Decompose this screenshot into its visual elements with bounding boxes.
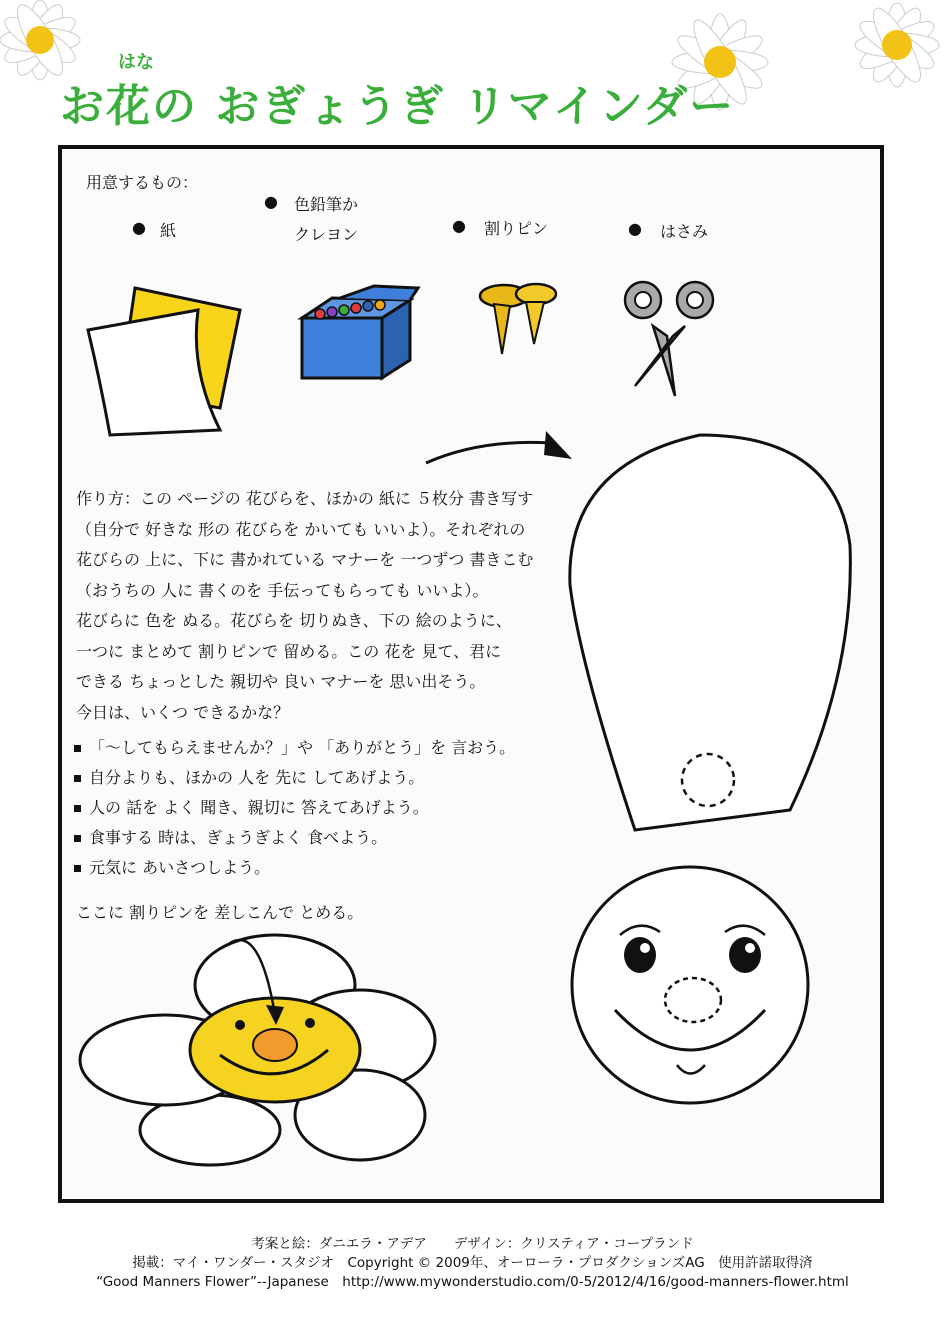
footer-credits: 考案と絵：ダニエラ・アデア デザイン：クリスティア・コープランド — [251, 1236, 694, 1252]
material-crayons: クレヨン — [294, 225, 359, 244]
bullet-icon: ● — [132, 218, 146, 237]
square-bullet-icon — [74, 745, 81, 752]
instruction-line: 一つに まとめて 割りピンで 留める。この 花を 見て、君に — [76, 641, 502, 661]
materials-heading: 用意するもの： — [86, 173, 199, 192]
footer-url: “Good Manners Flower”--Japanese http://www.mywonderstudio.com/0-5/2012/4/16/good-manners-flower.html — [96, 1274, 849, 1290]
instruction-line: （おうちの 人に 書くのを 手伝ってもらっても いいよ）。 — [76, 580, 489, 600]
arrow-to-petal-icon — [420, 425, 580, 470]
crayon-box-icon — [292, 278, 422, 383]
bullet-icon: ● — [452, 216, 466, 235]
title-ruby: はな — [118, 52, 154, 73]
material-paper: 紙 — [160, 221, 177, 240]
face-template — [565, 860, 815, 1110]
daisy-decoration-right — [835, 0, 945, 110]
instruction-line: 花びらの 上に、下に 書かれている マナーを 一つずつ 書きこむ — [76, 550, 534, 569]
bullet-icon: ● — [628, 219, 642, 238]
brass-fastener-icon — [474, 282, 564, 362]
instruction-line: （自分で 好きな 形の 花びらを かいても いいよ）。それぞれの — [76, 519, 526, 539]
page-title: お花の おぎょうぎ リマインダー — [60, 81, 736, 132]
instruction-line: できる ちょっとした 親切や 良い マナーを 思い出そう。 — [76, 672, 486, 691]
material-scissors: はさみ — [660, 222, 709, 241]
list-item: 自分よりも、ほかの 人を 先に してあげよう。 — [74, 763, 515, 793]
square-bullet-icon — [74, 835, 81, 842]
paper-icon — [80, 280, 250, 440]
assembled-flower — [70, 925, 460, 1170]
instruction-line: 作り方：この ページの 花びらを、ほかの 紙に ５枚分 書き写す — [76, 489, 534, 508]
scissors-icon — [615, 276, 725, 401]
square-bullet-icon — [74, 865, 81, 872]
instructions-text — [76, 484, 566, 728]
square-bullet-icon — [74, 775, 81, 782]
square-bullet-icon — [74, 805, 81, 812]
instruction-line: 今日は、いくつ できるかな？ — [76, 702, 290, 722]
pin-note: ここに 割りピンを 差しこんで とめる。 — [76, 903, 364, 922]
material-brass-fastener: 割りピン — [484, 219, 549, 238]
list-item: 「～してもらえませんか？」や 「ありがとう」を 言おう。 — [74, 733, 515, 763]
petal-template — [560, 425, 860, 840]
bullet-icon: ● — [264, 192, 278, 211]
list-item: 元気に あいさつしよう。 — [74, 853, 515, 883]
material-colored-pencils: 色鉛筆か — [294, 195, 359, 214]
manners-list — [74, 733, 515, 883]
footer-copyright: 掲載：マイ・ワンダー・スタジオ Copyright © 2009年、オーローラ・プロダクションズAG 使用許諾取得済 — [132, 1255, 813, 1271]
list-item: 食事する 時は、ぎょうぎよく 食べよう。 — [74, 823, 515, 853]
instruction-line: 花びらに 色を ぬる。花びらを 切りぬき、下の 絵のように、 — [76, 611, 512, 630]
list-item: 人の 話を よく 聞き、親切に 答えてあげよう。 — [74, 793, 515, 823]
